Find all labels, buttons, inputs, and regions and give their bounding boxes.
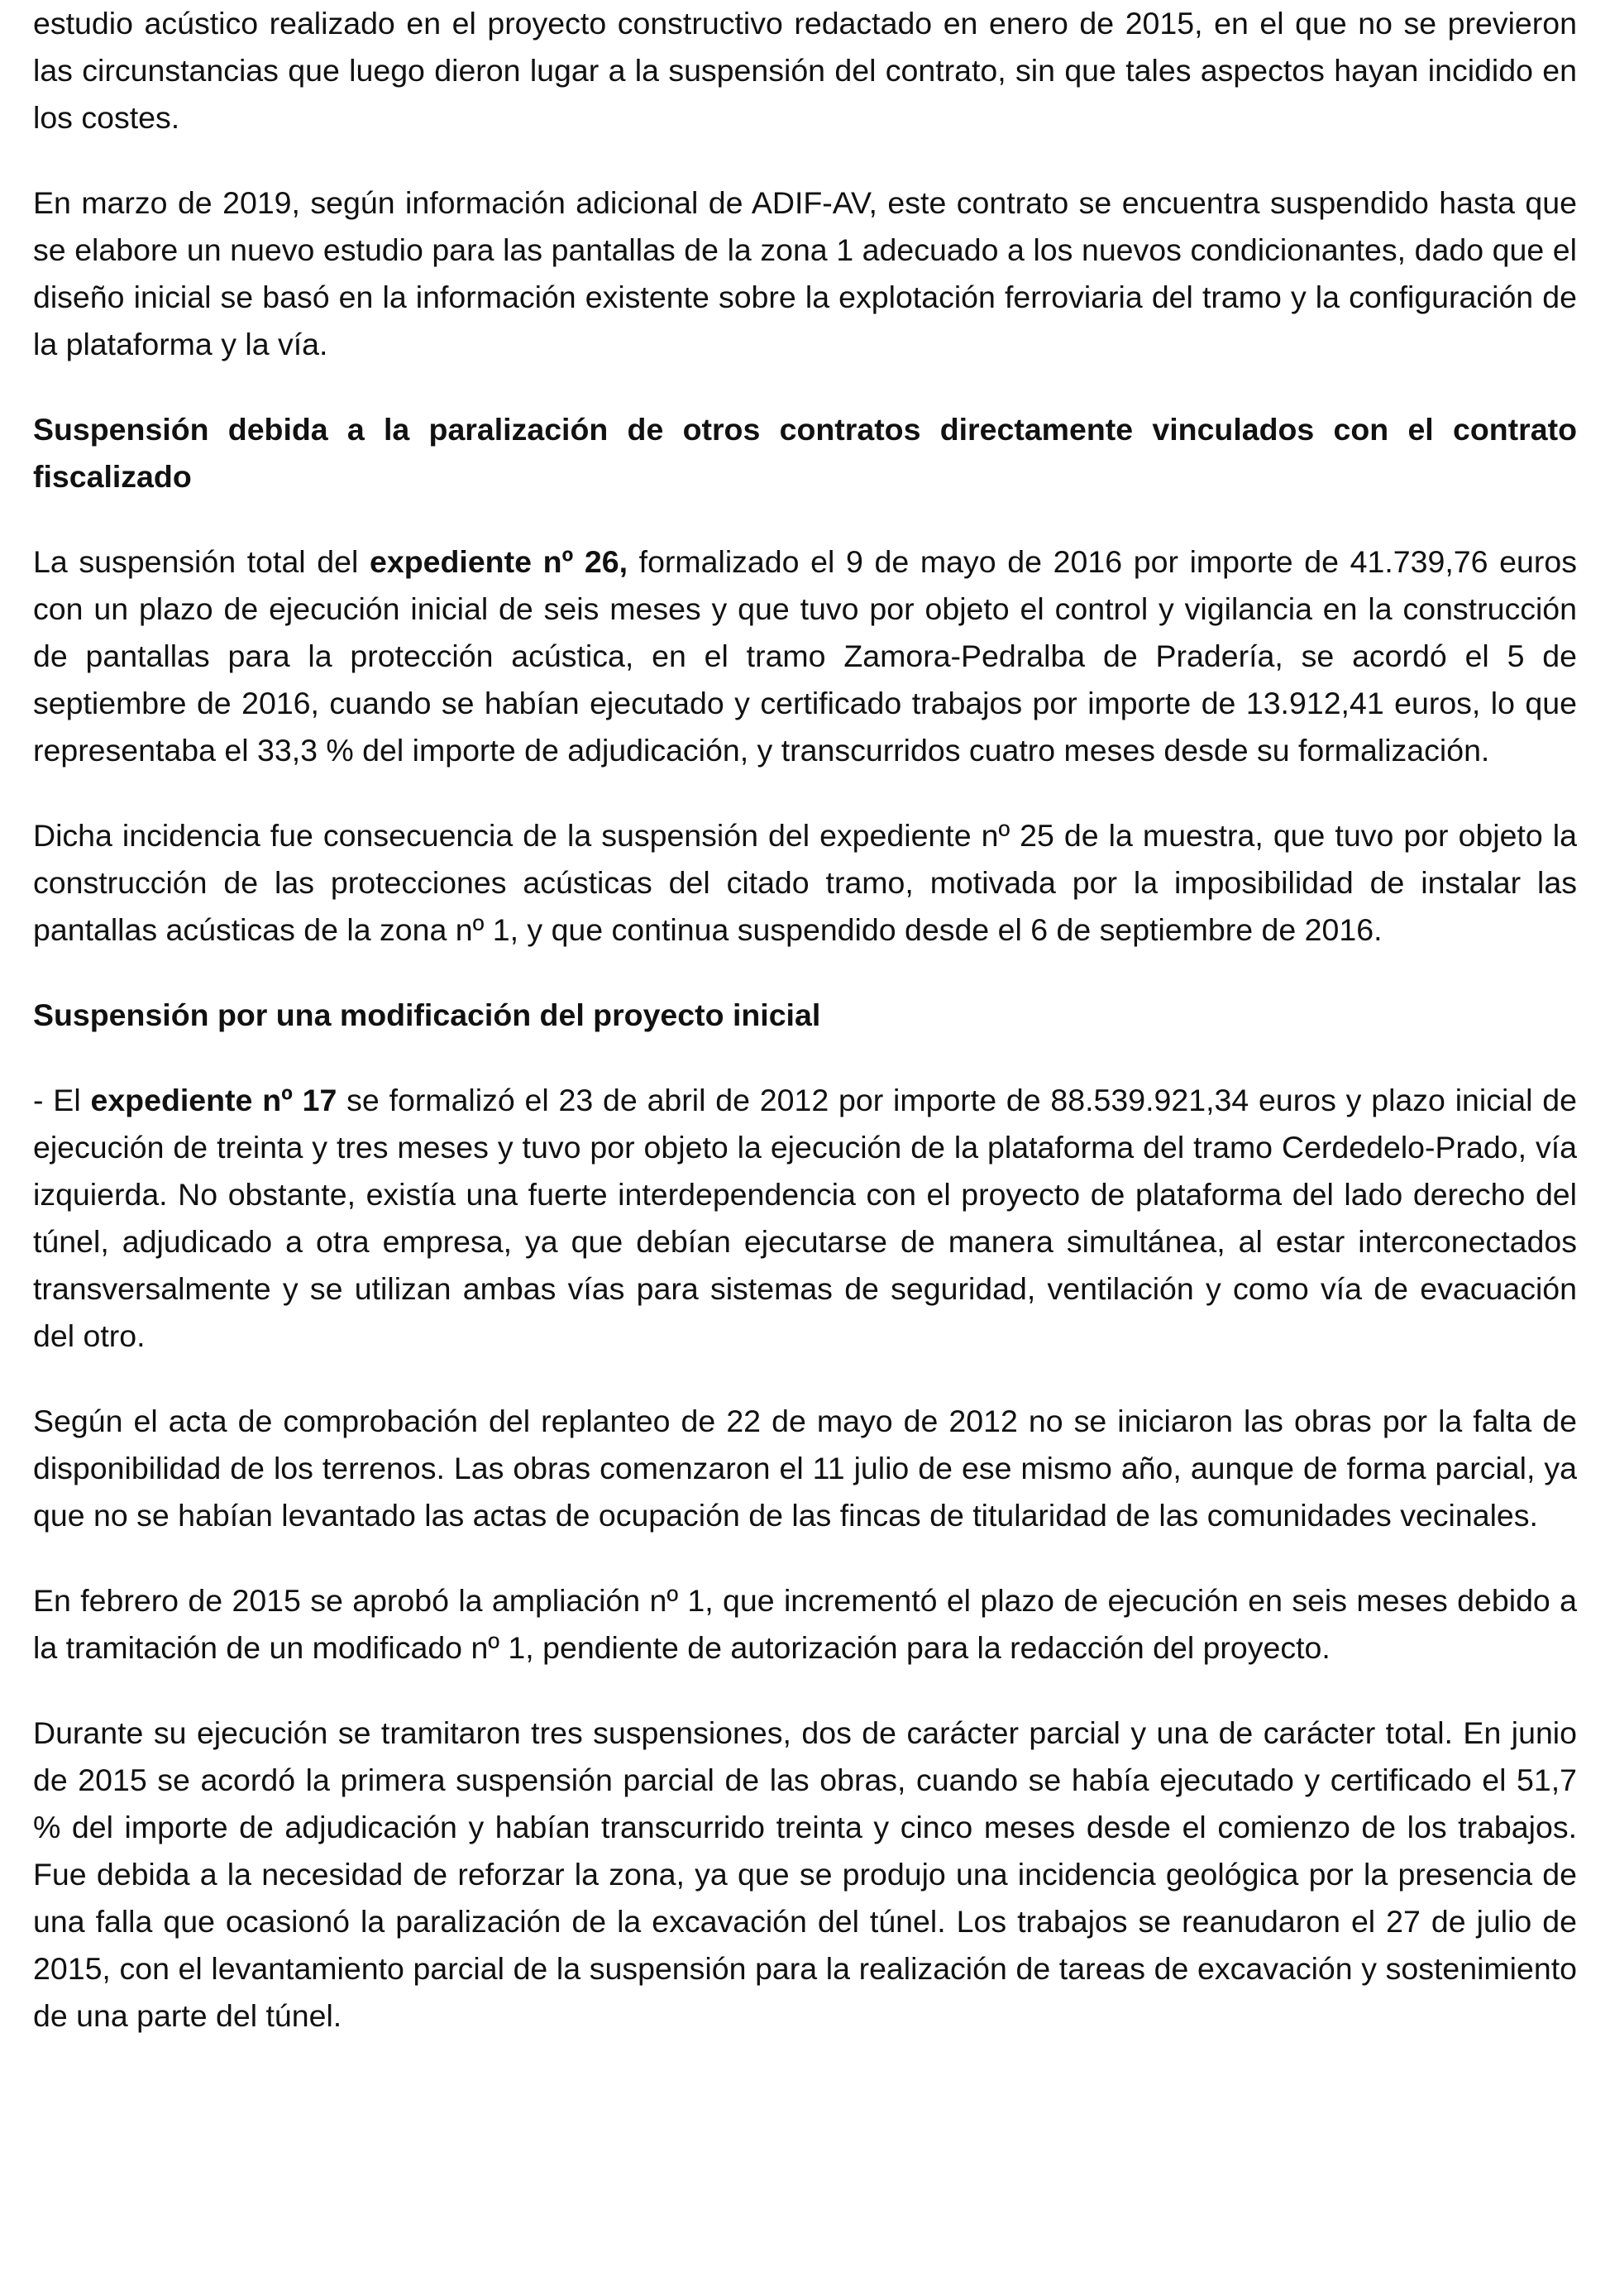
paragraph-text: La suspensión total del	[33, 544, 370, 579]
paragraph-acoustic-study: estudio acústico realizado en el proyecto constructivo redactado en enero de 2015, en el que no se previeron las circunstancias que luego dieron lugar a la suspensión del contrato, sin que tales aspectos hayan incidido en los costes.	[33, 6, 1577, 135]
paragraph-replanteo: Según el acta de comprobación del replanteo de 22 de mayo de 2012 no se iniciaron las obras por la falta de disponibilidad de los terrenos. Las obras comenzaron el 11 julio de ese mismo año, aunque de forma parcial, ya que no se habían levantado las actas de ocupación de las fincas de titularidad de las comunidades vecinales.	[33, 1404, 1577, 1533]
paragraph-adif-march-2019: En marzo de 2019, según información adicional de ADIF-AV, este contrato se encuentra suspendido hasta que se elabore un nuevo estudio para las pantallas de la zona 1 adecuado a los nuevos condicionantes, dado que el diseño inicial se basó en la información existente sobre la explotación ferroviaria del tramo y la configuración de la plataforma y la vía.	[33, 185, 1577, 361]
bold-reference: expediente nº 26,	[370, 544, 628, 579]
document-body	[33, 0, 1577, 2040]
paragraph-ampliacion: En febrero de 2015 se aprobó la ampliación nº 1, que incrementó el plazo de ejecución en seis meses debido a la tramitación de un modificado nº 1, pendiente de autorización para la redacción del proyecto.	[33, 1583, 1577, 1665]
paragraph-text: formalizado el 9 de mayo de 2016 por importe de 41.739,76 euros con un plazo de ejecución inicial de seis meses y que tuvo por objeto el control y vigilancia en la construcción de pantallas para la protección acústica, en el tramo Zamora-Pedralba de Pradería, se acordó el 5 de septiembre de 2016, cuando se habían ejecutado y certificado trabajos por importe de 13.912,41 euros, lo que representaba el 33,3 % del importe de adjudicación, y transcurridos cuatro meses desde su formalización.	[33, 544, 1577, 768]
paragraph-expediente-26	[33, 538, 1577, 774]
section-heading-linked-contracts: Suspensión debida a la paralización de otros contratos directamente vinculados con el contrato fiscalizado	[33, 412, 1577, 494]
paragraph-suspensiones: Durante su ejecución se tramitaron tres suspensiones, dos de carácter parcial y una de carácter total. En junio de 2015 se acordó la primera suspensión parcial de las obras, cuando se había ejecutado y certificado el 51,7 % del importe de adjudicación y habían transcurrido treinta y cinco meses desde el comienzo de los trabajos. Fue debida a la necesidad de reforzar la zona, ya que se produjo una incidencia geológica por la presencia de una falla que ocasionó la paralización de la excavación del túnel. Los trabajos se reanudaron el 27 de julio de 2015, con el levantamiento parcial de la suspensión para la realización de tareas de excavación y sostenimiento de una parte del túnel.	[33, 1715, 1577, 2033]
paragraph-text: - El	[33, 1083, 91, 1117]
bold-reference: expediente nº 17	[90, 1083, 337, 1117]
section-heading-project-modification: Suspensión por una modificación del proyecto inicial	[33, 997, 821, 1032]
paragraph-expediente-25: Dicha incidencia fue consecuencia de la suspensión del expediente nº 25 de la muestra, que tuvo por objeto la construcción de las protecciones acústicas del citado tramo, motivada por la imposibilidad de instalar las pantallas acústicas de la zona nº 1, y que continua suspendido desde el 6 de septiembre de 2016.	[33, 818, 1577, 947]
paragraph-expediente-17	[33, 1077, 1577, 1360]
paragraph-text: se formalizó el 23 de abril de 2012 por importe de 88.539.921,34 euros y plazo inicial de ejecución de treinta y tres meses y tuvo por objeto la ejecución de la plataforma del tramo Cerdedelo-Prado, vía izquierda. No obstante, existía una fuerte interdependencia con el proyecto de plataforma del lado derecho del túnel, adjudicado a otra empresa, ya que debían ejecutarse de manera simultánea, al estar interconectados transversalmente y se utilizan ambas vías para sistemas de seguridad, ventilación y como vía de evacuación del otro.	[33, 1083, 1578, 1353]
